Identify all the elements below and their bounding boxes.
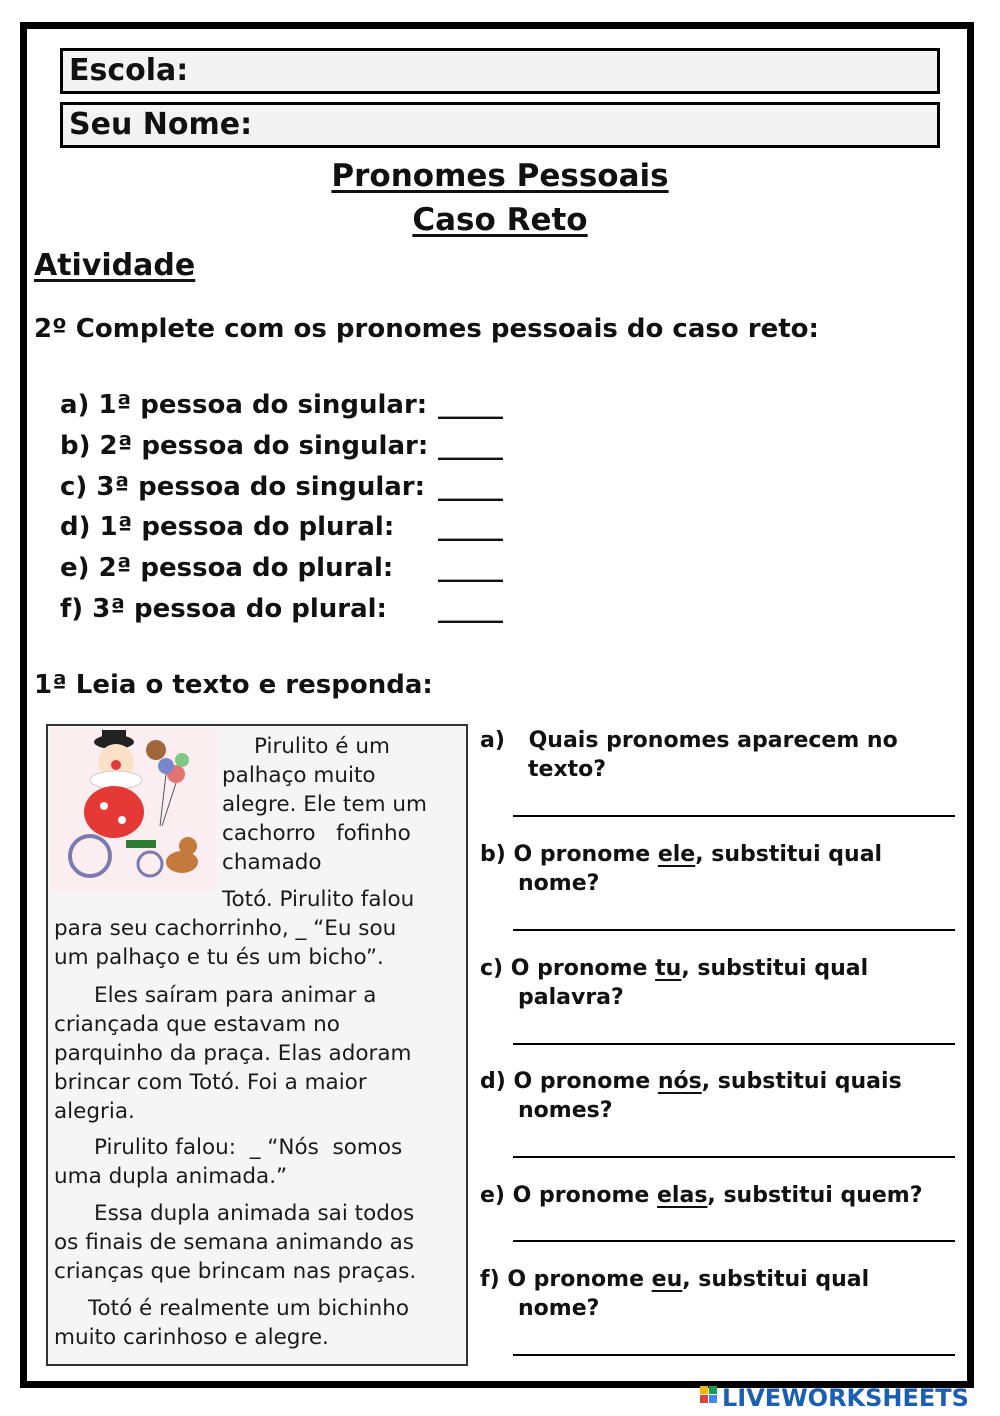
blank-input[interactable]: _____ [438,594,503,624]
exercise2-item-c: c) 3ª pessoa do singular: _____ [60,472,503,502]
blank-input[interactable]: _____ [438,431,503,461]
pronoun-elas: elas [657,1183,708,1208]
story-line: crianças que brincam nas praças. [54,1259,417,1284]
question-b: b) O pronome ele, substitui qual nome? [480,842,883,896]
story-line: palhaço muito [222,763,376,788]
page-title: Pronomes Pessoais [331,158,669,194]
answer-line-d[interactable] [513,1156,955,1158]
clown-illustration [50,728,216,892]
blank-input[interactable]: _____ [438,472,503,502]
story-line: parquinho da praça. Elas adoram [54,1041,412,1066]
liveworksheets-logo-icon [700,1380,992,1412]
story-line: para seu cachorrinho, _ “Eu sou [54,916,397,941]
story-box [46,724,468,1366]
exercise2-item-d: d) 1ª pessoa do plural: _____ [60,512,503,542]
story-line: brincar com Totó. Foi a maior [54,1070,367,1095]
exercise2-item-a: a) 1ª pessoa do singular: _____ [60,390,503,420]
exercise2-instruction: 2º Complete com os pronomes pessoais do caso reto: [34,314,819,344]
school-label: Escola: [69,53,189,88]
watermark-text: LIVEWORKSHEETS [722,1384,969,1412]
liveworksheets-watermark [700,1380,992,1412]
story-line: alegre. Ele tem um [222,792,427,817]
blank-input[interactable]: _____ [438,553,503,583]
story-line: alegria. [54,1099,135,1124]
pronoun-ele: ele [657,842,696,867]
question-e: e) O pronome elas, substitui quem? [480,1183,923,1208]
pronoun-nos: nós [657,1069,702,1094]
school-field[interactable] [60,48,940,94]
pronoun-eu: eu [651,1267,683,1292]
answer-line-b[interactable] [513,929,955,931]
exercise2-item-f: f) 3ª pessoa do plural: _____ [60,594,503,624]
answer-line-f[interactable] [513,1354,955,1356]
story-line: os finais de semana animando as [54,1230,414,1255]
answer-line-e[interactable] [513,1240,955,1242]
story-line: Totó é realmente um bichinho [88,1296,409,1321]
answer-line-a[interactable] [513,815,955,817]
answer-line-c[interactable] [513,1043,955,1045]
story-line: Pirulito é um [254,734,390,759]
question-c: c) O pronome tu, substitui qual palavra? [480,956,869,1010]
story-line: um palhaço e tu és um bicho”. [54,945,384,970]
story-line: Essa dupla animada sai todos [94,1201,415,1226]
student-name-field[interactable] [60,102,940,148]
blank-input[interactable]: _____ [438,390,503,420]
story-line: Pirulito falou: _ “Nós somos [94,1135,403,1160]
name-label: Seu Nome: [69,107,253,142]
question-d: d) O pronome nós, substitui quais nomes? [480,1069,902,1123]
story-line: muito carinhoso e alegre. [54,1325,329,1350]
exercise1-instruction: 1ª Leia o texto e responda: [34,670,433,700]
page-subtitle: Caso Reto [412,202,588,238]
question-f: f) O pronome eu, substitui qual nome? [480,1267,870,1321]
pronoun-tu: tu [655,956,682,981]
exercise2-item-b: b) 2ª pessoa do singular: _____ [60,431,503,461]
question-a: a) Quais pronomes aparecem no texto? [480,728,898,782]
story-line: uma dupla animada.” [54,1164,288,1189]
section-heading: Atividade [34,248,196,283]
story-line: chamado [222,850,322,875]
story-line: Totó. Pirulito falou [222,887,415,912]
blank-input[interactable]: _____ [438,512,503,542]
story-line: criançada que estavam no [54,1012,340,1037]
exercise2-item-e: e) 2ª pessoa do plural: _____ [60,553,503,583]
story-line: Eles saíram para animar a [94,983,377,1008]
story-line: cachorro fofinho [222,821,411,846]
